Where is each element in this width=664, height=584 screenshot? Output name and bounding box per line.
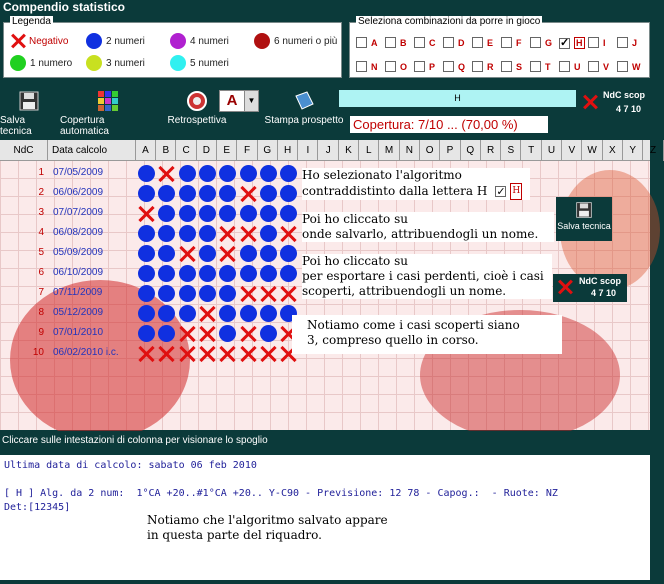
floppy-icon — [575, 201, 593, 219]
row-date: 06/06/2009 — [53, 187, 104, 198]
row-ndc: 6 — [38, 267, 44, 278]
combo-letter: N — [371, 61, 378, 72]
row-date: 07/01/2010 — [53, 327, 104, 338]
hit-dot — [240, 265, 257, 282]
miss-x-icon — [219, 225, 237, 243]
combo-v[interactable] — [588, 61, 609, 72]
row-date: 06/10/2009 — [53, 267, 104, 278]
col-e[interactable]: E — [217, 140, 237, 161]
combo-n[interactable] — [356, 61, 378, 72]
row-date: 07/05/2009 — [53, 167, 104, 178]
window-title: Compendio statistico — [0, 0, 650, 14]
hit-dot — [280, 245, 297, 262]
combo-select-box — [349, 16, 650, 78]
combo-letter: E — [487, 37, 494, 48]
miss-x-icon — [199, 305, 217, 323]
col-p[interactable]: P — [441, 140, 461, 161]
checkbox[interactable] — [501, 37, 512, 48]
ndc-scoperti-button[interactable]: NdC scop 4 7 10 — [578, 88, 650, 118]
col-data-calcolo[interactable]: Data calcolo — [48, 140, 136, 161]
hit-dot — [260, 165, 277, 182]
combo-letter: V — [603, 61, 610, 72]
hit-dot — [138, 325, 155, 342]
combo-f[interactable] — [501, 37, 522, 48]
legend-2-numeri: 2 numeri — [86, 33, 145, 49]
hit-dot — [280, 165, 297, 182]
row-date: 06/02/2010 i.c. — [53, 347, 119, 358]
yellow-dot-icon — [86, 55, 102, 71]
hit-dot — [179, 305, 196, 322]
combo-s[interactable] — [501, 61, 522, 72]
last-calc-date: Ultima data di calcolo: sabato 06 feb 2010 — [4, 460, 257, 471]
miss-x-icon — [219, 245, 237, 263]
hit-dot — [179, 185, 196, 202]
hit-dot — [138, 245, 155, 262]
darkred-dot-icon — [254, 33, 270, 49]
combo-d[interactable] — [443, 37, 465, 48]
note-3: Poi ho cliccato su per esportare i casi perdenti, cioè i casi scoperti, attribuendogli un nome. — [302, 254, 552, 299]
col-h[interactable]: H — [278, 140, 298, 161]
miss-x-icon — [179, 325, 197, 343]
hit-dot — [179, 165, 196, 182]
combo-h[interactable] — [559, 37, 585, 49]
row-ndc: 7 — [38, 287, 44, 298]
hit-dot — [199, 245, 216, 262]
combo-t[interactable] — [530, 61, 551, 72]
miss-x-icon — [260, 345, 278, 363]
note-2: Poi ho cliccato su onde salvarlo, attribuendogli un nome. — [302, 212, 554, 242]
miss-x-icon — [280, 285, 298, 303]
row-ndc: 1 — [38, 167, 44, 178]
x-icon — [582, 94, 600, 112]
hit-dot — [138, 185, 155, 202]
checkbox[interactable] — [414, 37, 425, 48]
refresh-icon — [186, 90, 208, 112]
checkbox[interactable] — [356, 37, 367, 48]
hit-dot — [280, 205, 297, 222]
col-r[interactable]: R — [481, 140, 501, 161]
checkbox[interactable] — [385, 61, 396, 72]
combo-letter: J — [632, 37, 638, 48]
col-i[interactable]: I — [298, 140, 318, 161]
hit-dot — [199, 285, 216, 302]
col-b[interactable]: B — [156, 140, 176, 161]
row-ndc: 8 — [38, 307, 44, 318]
algorithm-det: Det:[12345] — [4, 502, 71, 513]
col-x[interactable]: X — [603, 140, 623, 161]
miss-x-icon — [179, 345, 197, 363]
row-ndc: 4 — [38, 227, 44, 238]
combo-letter: H — [576, 38, 583, 48]
combo-letter: D — [458, 37, 465, 48]
col-l[interactable]: L — [359, 140, 379, 161]
row-date: 05/09/2009 — [53, 247, 104, 258]
col-g[interactable]: G — [258, 140, 278, 161]
row-date: 07/11/2009 — [53, 287, 103, 298]
chevron-down-icon[interactable]: ▼ — [244, 91, 258, 111]
col-t[interactable]: T — [522, 140, 542, 161]
checkbox[interactable] — [588, 37, 599, 48]
combo-letter: U — [574, 61, 581, 72]
checkbox[interactable] — [617, 61, 628, 72]
checkbox[interactable] — [385, 37, 396, 48]
note-1: Ho selezionato l'algoritmo contraddistinto dalla lettera H ✓ H — [302, 168, 530, 200]
legend-3-numeri: 3 numeri — [86, 55, 145, 71]
col-c[interactable]: C — [177, 140, 197, 161]
hit-dot — [240, 245, 257, 262]
col-f[interactable]: F — [238, 140, 258, 161]
legend-6-numeri: 6 numeri o più — [254, 33, 337, 49]
col-j[interactable]: J — [319, 140, 339, 161]
miss-x-icon — [158, 345, 176, 363]
hit-dot — [199, 205, 216, 222]
combo-letter: I — [603, 37, 606, 48]
combo-letter: R — [487, 61, 494, 72]
combo-q[interactable] — [443, 61, 465, 72]
cyan-dot-icon — [170, 55, 186, 71]
hit-dot — [179, 225, 196, 242]
col-u[interactable]: U — [542, 140, 562, 161]
hit-dot — [179, 285, 196, 302]
col-d[interactable]: D — [197, 140, 217, 161]
hit-dot — [138, 265, 155, 282]
copertura-automatica-button[interactable]: Copertura automatica — [60, 90, 156, 137]
row-date: 05/12/2009 — [53, 307, 104, 318]
col-m[interactable]: M — [380, 140, 400, 161]
combo-u[interactable] — [559, 61, 581, 72]
col-o[interactable]: O — [420, 140, 440, 161]
hit-dot — [260, 225, 277, 242]
note-5: Notiamo che l'algoritmo salvato appare in questa parte del riquadro. — [147, 513, 388, 542]
stampa-prospetto-button[interactable]: Stampa prospetto — [262, 90, 346, 126]
salva-tecnica-button[interactable]: Salva tecnica — [0, 90, 58, 137]
legend-5-numeri: 5 numeri — [170, 55, 229, 71]
col-y[interactable]: Y — [623, 140, 643, 161]
combo-letter: W — [632, 61, 641, 72]
h-checkbox — [495, 186, 506, 197]
row-date: 06/08/2009 — [53, 227, 104, 238]
combo-w[interactable] — [617, 61, 641, 72]
checkbox[interactable] — [356, 61, 367, 72]
hit-dot — [260, 185, 277, 202]
checkbox[interactable] — [530, 37, 541, 48]
green-dot-icon — [10, 55, 26, 71]
miss-x-icon — [260, 285, 278, 303]
floppy-icon — [18, 90, 40, 112]
legend-title: Legenda — [12, 16, 51, 27]
algorithm-panel — [0, 455, 650, 580]
col-q[interactable]: Q — [461, 140, 481, 161]
row-ndc: 3 — [38, 207, 44, 218]
grid-colors-icon — [97, 90, 119, 112]
legend-1-numero: 1 numero — [10, 55, 72, 71]
col-v[interactable]: V — [562, 140, 582, 161]
hit-dot — [260, 305, 277, 322]
hit-dot — [138, 305, 155, 322]
checkbox[interactable] — [472, 37, 483, 48]
mini-ndc-scop: NdC scop 4 7 10 — [553, 274, 627, 302]
combo-r[interactable] — [472, 61, 494, 72]
checkbox[interactable] — [414, 61, 425, 72]
selected-algorithm-box: H — [339, 90, 576, 107]
combo-letter: Q — [458, 61, 466, 72]
checkbox[interactable] — [472, 61, 483, 72]
hit-dot — [199, 265, 216, 282]
table-header — [0, 140, 657, 161]
letter-select[interactable]: A ▼ — [219, 90, 259, 112]
results-grid — [0, 140, 657, 430]
hit-dot — [240, 165, 257, 182]
combo-b[interactable] — [385, 37, 407, 48]
miss-x-icon — [179, 245, 197, 263]
combo-letter: G — [545, 37, 553, 48]
combo-letter: T — [545, 61, 551, 72]
miss-x-icon — [240, 325, 258, 343]
row-ndc: 9 — [38, 327, 44, 338]
retrospettiva-button[interactable]: Retrospettiva — [164, 90, 230, 126]
checkbox[interactable] — [443, 37, 454, 48]
row-ndc: 2 — [38, 187, 44, 198]
combo-select-title: Seleziona combinazioni da porre in gioco — [358, 16, 541, 27]
checkbox[interactable] — [443, 61, 454, 72]
combo-o[interactable] — [385, 61, 407, 72]
combo-letter: P — [429, 61, 436, 72]
purple-dot-icon — [170, 33, 186, 49]
combo-c[interactable] — [414, 37, 436, 48]
combo-letter: B — [400, 37, 407, 48]
note-4: Notiamo come i casi scoperti siano 3, compreso quello in corso. — [292, 315, 562, 354]
hit-dot — [240, 205, 257, 222]
hit-dot — [138, 165, 155, 182]
blue-dot-icon — [86, 33, 102, 49]
checkbox[interactable] — [588, 61, 599, 72]
checkbox[interactable] — [559, 61, 570, 72]
x-icon — [557, 279, 573, 295]
col-ndc[interactable]: NdC — [0, 140, 48, 161]
hit-dot — [260, 325, 277, 342]
hit-dot — [138, 285, 155, 302]
hit-dot — [240, 305, 257, 322]
miss-x-icon — [240, 345, 258, 363]
col-s[interactable]: S — [501, 140, 521, 161]
combo-e[interactable] — [472, 37, 493, 48]
legend-box — [3, 16, 342, 78]
combo-a[interactable] — [356, 37, 378, 48]
legend-4-numeri: 4 numeri — [170, 33, 229, 49]
hit-dot — [179, 265, 196, 282]
miss-x-icon — [240, 285, 258, 303]
top-panel — [0, 14, 650, 84]
status-bar: Cliccare sulle intestazioni di colonna per visionare lo spoglio — [0, 431, 650, 451]
combo-j[interactable] — [617, 37, 637, 48]
combo-letter: O — [400, 61, 408, 72]
col-n[interactable]: N — [400, 140, 420, 161]
row-ndc: 10 — [32, 347, 44, 358]
col-k[interactable]: K — [339, 140, 359, 161]
combo-i[interactable] — [588, 37, 606, 48]
hit-dot — [199, 225, 216, 242]
hit-dot — [280, 265, 297, 282]
miss-x-icon — [240, 185, 258, 203]
combo-letter: C — [429, 37, 436, 48]
miss-x-icon — [199, 345, 217, 363]
checkbox[interactable] — [617, 37, 628, 48]
row-ndc: 5 — [38, 247, 44, 258]
combo-letter: A — [371, 37, 378, 48]
row-date: 07/07/2009 — [53, 207, 104, 218]
miss-x-icon — [199, 325, 217, 343]
checkbox[interactable] — [501, 61, 512, 72]
miss-x-icon — [138, 345, 156, 363]
miss-x-icon — [219, 345, 237, 363]
hit-dot — [260, 265, 277, 282]
algorithm-line: [ H ] Alg. da 2 num: 1°CA +20..#1°CA +20.. Y-C90 - Previsione: 12 78 - Capog.: - Ruote: NZ — [4, 488, 558, 499]
book-icon — [293, 90, 315, 112]
mini-salva-tecnica: Salva tecnica — [556, 197, 612, 241]
checkbox[interactable] — [530, 61, 541, 72]
hit-dot — [260, 205, 277, 222]
col-z[interactable]: Z — [644, 140, 664, 161]
col-w[interactable]: W — [583, 140, 603, 161]
miss-x-icon — [138, 205, 156, 223]
coverage-text: Copertura: 7/10 ... (70,00 %) — [350, 116, 548, 133]
miss-x-icon — [240, 225, 258, 243]
checkbox[interactable] — [559, 38, 570, 49]
hit-dot — [260, 245, 277, 262]
miss-x-icon — [158, 165, 176, 183]
hit-dot — [199, 165, 216, 182]
x-icon — [10, 33, 26, 49]
combo-p[interactable] — [414, 61, 435, 72]
miss-x-icon — [280, 225, 298, 243]
combo-letter: F — [516, 37, 522, 48]
col-a[interactable]: A — [136, 140, 156, 161]
combo-letter: S — [516, 61, 523, 72]
legend-negativo: Negativo — [10, 33, 68, 49]
hit-dot — [138, 225, 155, 242]
hit-dot — [199, 185, 216, 202]
hit-dot — [179, 205, 196, 222]
combo-g[interactable] — [530, 37, 552, 48]
hit-dot — [280, 185, 297, 202]
